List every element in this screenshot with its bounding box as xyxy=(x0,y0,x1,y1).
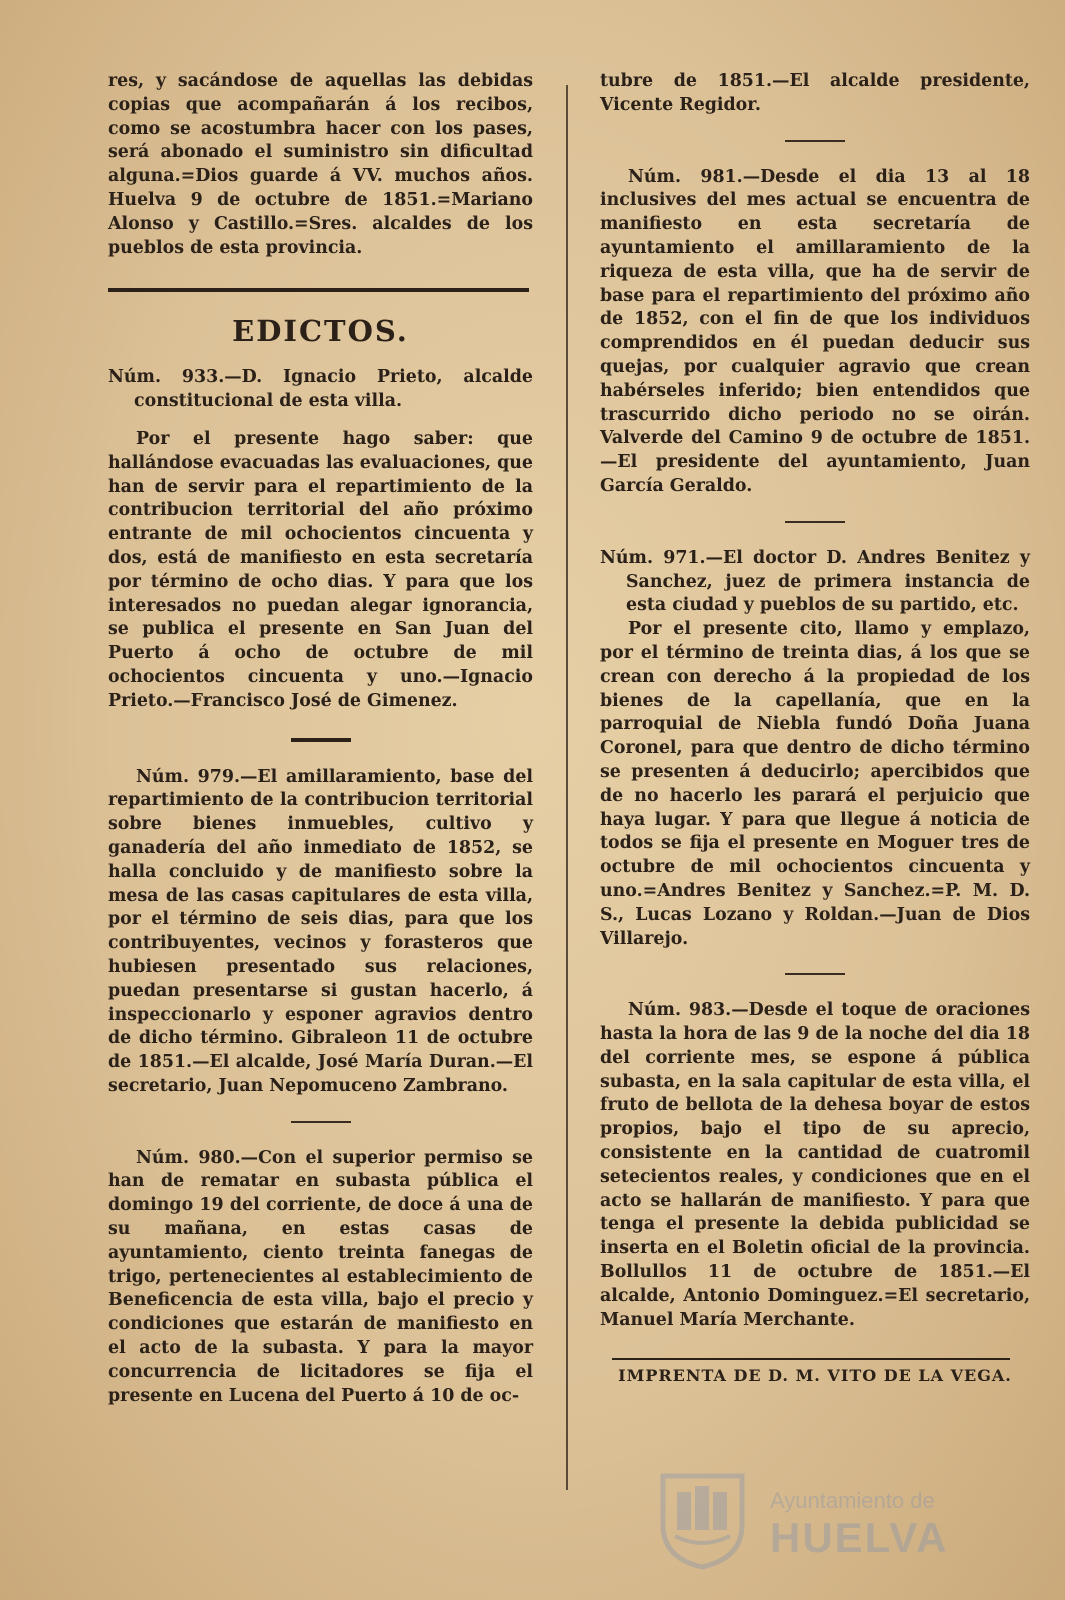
section-rule xyxy=(108,288,529,292)
separator xyxy=(785,140,845,142)
separator xyxy=(785,521,845,523)
watermark-line2: HUELVA xyxy=(770,1514,949,1561)
separator xyxy=(291,738,351,742)
edict-979: Núm. 979.—El amillaramiento, base del repartimiento de la contribucion territorial sobre bienes inmuebles, cultivo y ganadería del año inmediato de 1852, se halla concluido y de manifiesto sobre la mesa de las casas capitulares de esta villa, por el término de seis dias, para que los contribuyentes, vecinos y forasteros que hubiesen presentado sus relaciones, puedan presentarse si gustan hacerlo, á inspeccionarlo y esponer agravios dentro de dicho término. Gibraleon 11 de octubre de 1851.—El alcalde, José María Duran.—El secretario, Juan Nepomuceno Zambrano. xyxy=(108,766,533,1096)
left-column xyxy=(108,70,533,1408)
footer-rule xyxy=(612,1358,1010,1360)
edict-971-body: Por el presente cito, llamo y emplazo, por el término de treinta dias, á los que se crean con derecho á la propiedad de los bienes de la capellanía, que en la parroquial de Niebla fundó Doña Juana Coronel, para que dentro de dicho término se presenten á deducirlo; apercibidos que de no hacerlo les parará el perjuicio que haya lugar. Y para que llegue á noticia de todos se fija el presente en Moguer tres de octubre de mil ochocientos cincuenta y uno.=Andres Benitez y Sanchez.=P. M. D. S., Lucas Lozano y Roldan.—Juan de Dios Villarejo. xyxy=(600,619,1030,949)
watermark-logo xyxy=(655,1470,985,1570)
shield-icon xyxy=(655,1470,750,1570)
continuation-paragraph: tubre de 1851.—El alcalde presidente, Vicente Regidor. xyxy=(600,71,1030,115)
intro-paragraph: res, y sacándose de aquellas las debidas copias que acompañarán á los recibos, como se acostumbra hacer con los pases, será abonado el suministro sin dificultad alguna.=Dios guarde á VV. muchos años. Huelva 9 de octubre de 1851.=Mariano Alonso y Castillo.=Sres. alcaldes de los pueblos de esta provincia. xyxy=(108,71,533,258)
separator xyxy=(785,973,845,975)
imprint: IMPRENTA DE D. M. VITO DE LA VEGA. xyxy=(618,1366,1012,1386)
right-column xyxy=(600,70,1030,1385)
edict-981: Núm. 981.—Desde el dia 13 al 18 inclusives del mes actual se encuentra de manifiesto en esta secretaría de ayuntamiento el amillaramiento de la riqueza de esta villa, que ha de servir de base para el repartimiento del próximo año de 1852, con el fin de que los individuos comprendidos en él puedan deducir sus quejas, por cualquier agravio que crean habérseles inferido; bien entendidos que trascurrido dicho periodo no se oirán. Valverde del Camino 9 de octubre de 1851.—El presidente del ayuntamiento, Juan García Geraldo. xyxy=(600,166,1030,496)
watermark-line1: Ayuntamiento de xyxy=(770,1488,935,1513)
edict-983: Núm. 983.—Desde el toque de oraciones hasta la hora de las 9 de la noche del dia 18 del corriente mes, se espone á pública subasta, en la sala capitular de esta villa, el fruto de bellota de la dehesa boyar de estos propios, bajo el tipo de su aprecio, consistente en la cantidad de cuatromil setecientos reales, y condiciones que en el acto se hallarán de manifiesto. Y para que tenga el presente la debida publicidad se inserta en el Boletin oficial de la provincia. Bollullos 11 de octubre de 1851.—El alcalde, Antonio Dominguez.=El secretario, Manuel María Merchante. xyxy=(600,1000,1030,1330)
section-heading: EDICTOS. xyxy=(232,314,409,349)
edict-980: Núm. 980.—Con el superior permiso se han de rematar en subasta pública el domingo 19 del corriente, de doce á una de su mañana, en estas casas de ayuntamiento, ciento treinta fanegas de trigo, pertenecientes al establecimiento de Beneficencia de esta villa, bajo el precio y condiciones que estarán de manifiesto en el acto de la subasta. Y para la mayor concurrencia de licitadores se fija el presente en Lucena del Puerto á 10 de oc- xyxy=(108,1147,533,1406)
edict-971-header: Núm. 971.—El doctor D. Andres Benitez y Sanchez, juez de primera instancia de esta ciudad y pueblos de su partido, etc. xyxy=(600,547,1030,616)
separator xyxy=(291,1121,351,1123)
edict-933-body: Por el presente hago saber: que hallándose evacuadas las evaluaciones, que han de servir para el repartimiento de la contribucion territorial del año próximo entrante de mil ochocientos cincuenta y dos, está de manifiesto en esta secretaría por término de ocho dias. Y para que los interesados no puedan alegar ignorancia, se publica el presente en San Juan del Puerto á ocho de octubre de mil ochocientos cincuenta y uno.—Ignacio Prieto.—Francisco José de Gimenez. xyxy=(108,428,533,711)
column-divider xyxy=(566,85,568,1490)
edict-933-header: Núm. 933.—D. Ignacio Prieto, alcalde constitucional de esta villa. xyxy=(108,367,533,412)
